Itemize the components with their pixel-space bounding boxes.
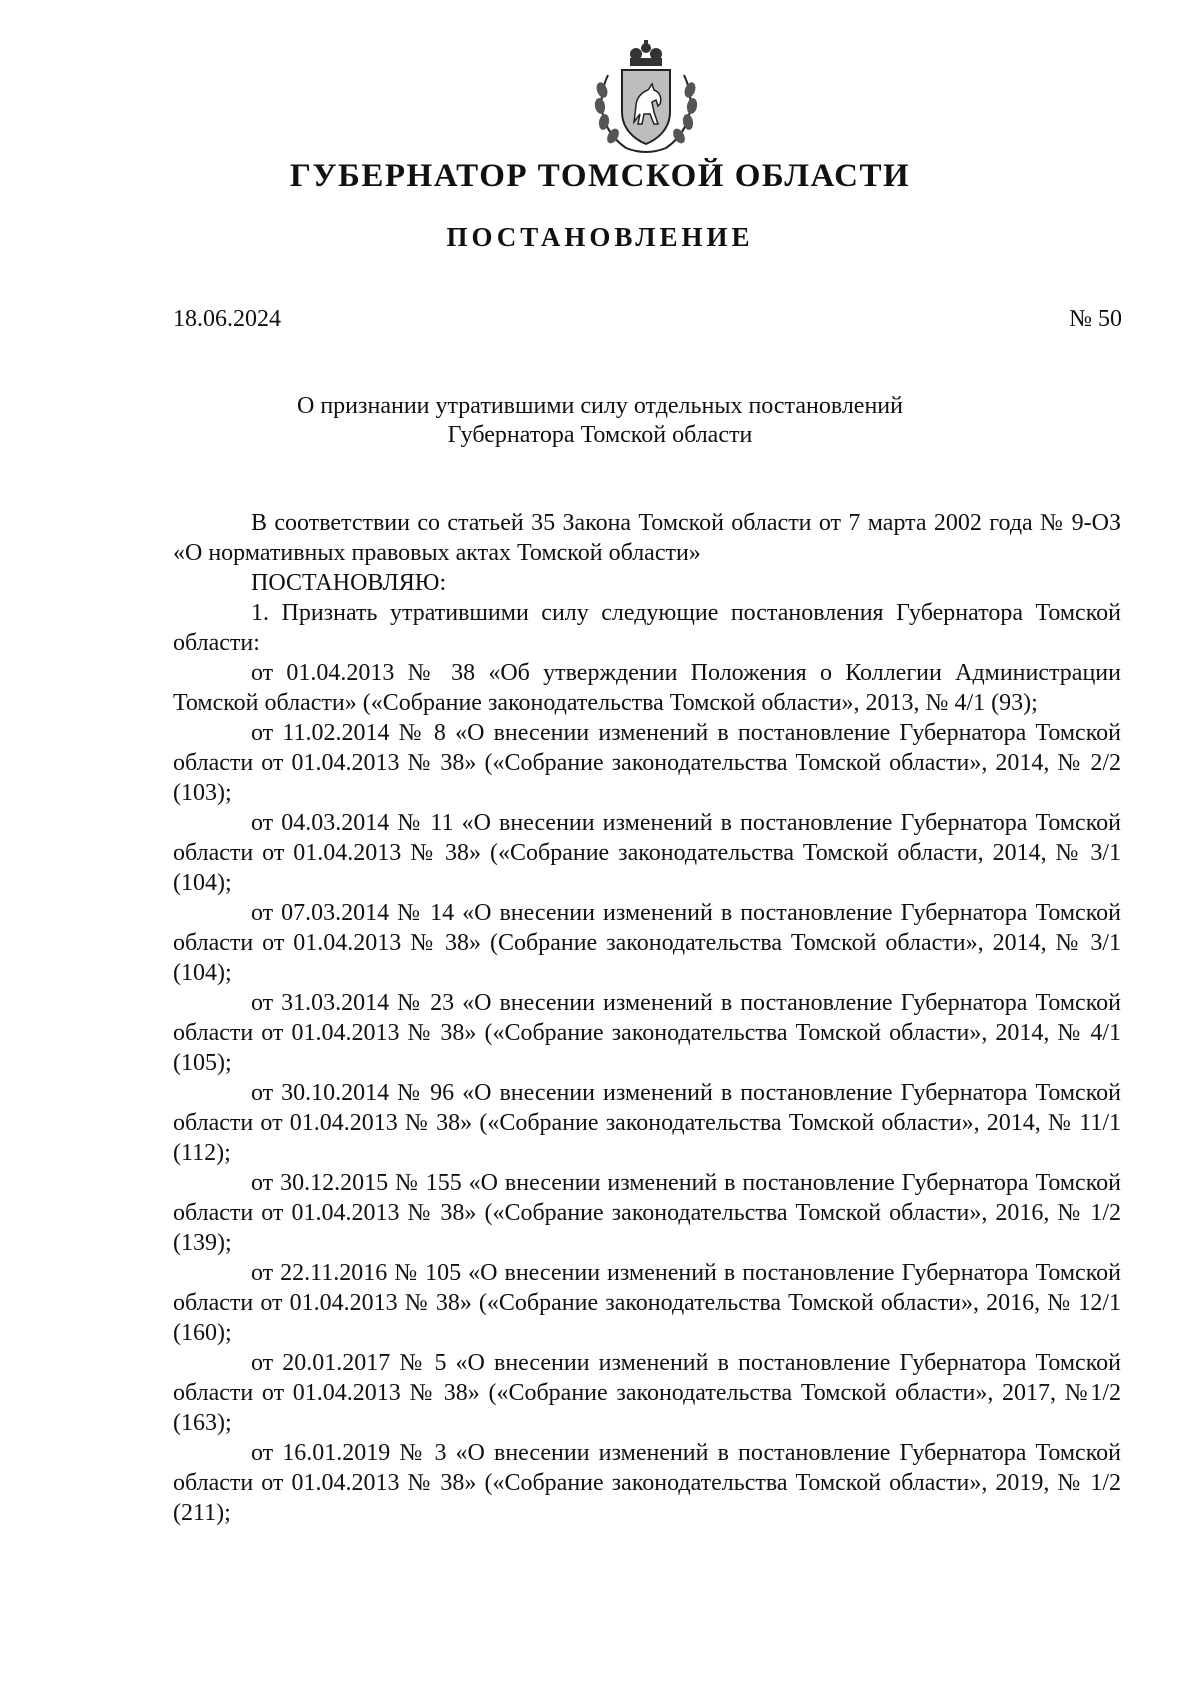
coat-of-arms-icon <box>586 40 706 160</box>
title-line-1: О признании утратившими силу отдельных постановлений <box>297 393 903 419</box>
list-item: от 04.03.2014 № 11 «О внесении изменений в постановление Губернатора Томской области от 01.04.2013 № 38» («Собрание законодательства Томской области, 2014, № 3/1 (104); <box>173 810 1121 896</box>
list-item: от 11.02.2014 № 8 «О внесении изменений в постановление Губернатора Томской области от 01.04.2013 № 38» («Собрание законодательства Томской области», 2014, № 2/2 (103); <box>173 720 1121 806</box>
issuing-authority: ГУБЕРНАТОР ТОМСКОЙ ОБЛАСТИ <box>289 158 911 194</box>
preamble: В соответствии со статьей 35 Закона Томской области от 7 марта 2002 года № 9-ОЗ «О нормативных правовых актах Томской области» <box>173 510 1121 566</box>
document-number: № 50 <box>1069 306 1122 332</box>
list-item: от 20.01.2017 № 5 «О внесении изменений в постановление Губернатора Томской области от 01.04.2013 № 38» («Собрание законодательства Томской области», 2017, №1/2 (163); <box>173 1350 1121 1436</box>
decree-word: ПОСТАНОВЛЯЮ: <box>251 570 447 596</box>
document-date: 18.06.2024 <box>173 306 281 332</box>
list-item: от 16.01.2019 № 3 «О внесении изменений в постановление Губернатора Томской области от 01.04.2013 № 38» («Собрание законодательства Томской области», 2019, № 1/2 (211); <box>173 1440 1121 1526</box>
document-title <box>0 392 1200 450</box>
list-item: от 30.12.2015 № 155 «О внесении изменений в постановление Губернатора Томской области от 01.04.2013 № 38» («Собрание законодательства Томской области», 2016, № 1/2 (139); <box>173 1170 1121 1256</box>
list-item: от 07.03.2014 № 14 «О внесении изменений в постановление Губернатора Томской области от 01.04.2013 № 38» (Собрание законодательства Томской области», 2014, № 3/1 (104); <box>173 900 1121 986</box>
clause-1: 1. Признать утратившими силу следующие постановления Губернатора Томской области: <box>173 600 1121 656</box>
list-item: от 30.10.2014 № 96 «О внесении изменений в постановление Губернатора Томской области от 01.04.2013 № 38» («Собрание законодательства Томской области», 2014, № 11/1 (112); <box>173 1080 1121 1166</box>
title-line-2: Губернатора Томской области <box>447 422 753 448</box>
document-body <box>173 508 1121 1528</box>
list-item: от 22.11.2016 № 105 «О внесении изменений в постановление Губернатора Томской области от 01.04.2013 № 38» («Собрание законодательства Томской области», 2016, № 12/1 (160); <box>173 1260 1121 1346</box>
document-type: ПОСТАНОВЛЕНИЕ <box>446 222 754 252</box>
list-item: от 01.04.2013 № 38 «Об утверждении Положения о Коллегии Администрации Томской области» («Собрание законодательства Томской области», 2013, № 4/1 (93); <box>173 660 1121 716</box>
repealed-acts-list <box>173 658 1121 1528</box>
list-item: от 31.03.2014 № 23 «О внесении изменений в постановление Губернатора Томской области от 01.04.2013 № 38» («Собрание законодательства Томской области», 2014, № 4/1 (105); <box>173 990 1121 1076</box>
